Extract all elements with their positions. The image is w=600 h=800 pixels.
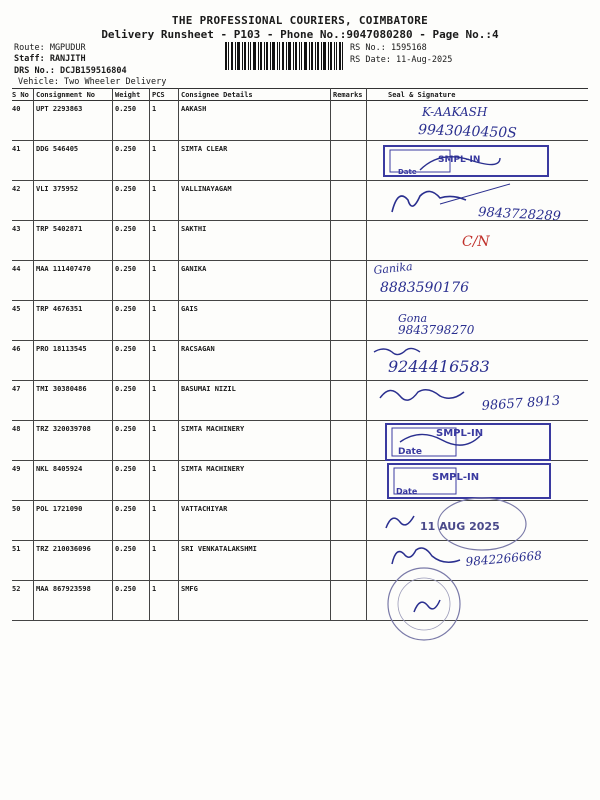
row-consignee: SAKTHI <box>181 225 207 233</box>
row-consignment: MAA 111407470 <box>36 265 91 273</box>
runsheet-subtitle: Delivery Runsheet - P103 - Phone No.:9047080280 - Page No.:4 <box>101 28 499 41</box>
handwritten-name: Ganika <box>372 259 414 277</box>
row-weight: 0.250 <box>115 425 137 433</box>
handwritten-phone: 9842266668 <box>465 548 543 569</box>
row-consignee: VALLINAYAGAM <box>181 185 232 193</box>
stamp-date: 11 AUG 2025 <box>420 520 500 533</box>
row-pcs: 1 <box>152 145 157 153</box>
row-consignee: GANIKA <box>181 265 207 273</box>
row-weight: 0.250 <box>115 305 137 313</box>
row-consignment: UPT 2293863 <box>36 105 83 113</box>
row-consignment: TRP 5402871 <box>36 225 83 233</box>
handwritten-phone: 9244416583 <box>388 357 490 376</box>
signature-stroke <box>440 184 510 204</box>
stamp-date-label: Date <box>396 487 418 496</box>
row-pcs: 1 <box>152 465 157 473</box>
row-sno: 43 <box>12 225 21 233</box>
row-weight: 0.250 <box>115 345 137 353</box>
signature-stroke <box>374 348 420 354</box>
company-stamp <box>388 464 550 498</box>
row-pcs: 1 <box>152 345 157 353</box>
row-sno: 40 <box>12 105 21 113</box>
row-pcs: 1 <box>152 585 157 593</box>
row-sno: 49 <box>12 465 21 473</box>
stamp-text: SMPL-IN <box>436 428 484 439</box>
rs-number: RS No.: 1595168 <box>350 43 427 53</box>
row-consignment: PRO 18113545 <box>36 345 87 353</box>
stamp-text: SMPL-IN <box>432 472 480 483</box>
row-sno: 44 <box>12 265 21 273</box>
row-consignment: MAA 867923598 <box>36 585 91 593</box>
handwritten-phone: 9843798270 <box>398 323 475 337</box>
signature-stroke <box>392 191 466 212</box>
row-weight: 0.250 <box>115 105 137 113</box>
col-header-consignment: Consignment No <box>36 91 96 99</box>
route-label: Route: MGPUDUR <box>14 43 86 53</box>
row-consignee: VATTACHIYAR <box>181 505 228 513</box>
row-pcs: 1 <box>152 225 157 233</box>
stamp-date-label: Date <box>398 168 417 176</box>
company-stamp <box>386 424 550 460</box>
row-pcs: 1 <box>152 265 157 273</box>
row-consignment: TRP 4676351 <box>36 305 83 313</box>
row-consignment: DDG 546405 <box>36 145 79 153</box>
staff-label: Staff: RANJITH <box>14 54 86 64</box>
col-header-sno: S No <box>12 91 29 99</box>
signature-stroke <box>380 390 464 400</box>
company-title: THE PROFESSIONAL COURIERS, COIMBATORE <box>171 14 429 27</box>
row-consignment: POL 1721090 <box>36 505 83 513</box>
row-sno: 47 <box>12 385 21 393</box>
col-header-remarks: Remarks <box>333 91 363 99</box>
row-pcs: 1 <box>152 305 157 313</box>
row-consignee: BASUMAI NIZIL <box>181 385 236 393</box>
col-header-weight: Weight <box>115 91 141 99</box>
row-weight: 0.250 <box>115 185 137 193</box>
row-consignee: SIMTA MACHINERY <box>181 465 245 473</box>
row-pcs: 1 <box>152 105 157 113</box>
row-sno: 42 <box>12 185 21 193</box>
handwritten-mark: C/N <box>462 234 490 250</box>
row-weight: 0.250 <box>115 465 137 473</box>
handwritten-phone: 98657 8913 <box>481 393 561 414</box>
row-consignment: TMI 30380486 <box>36 385 87 393</box>
signature-stroke <box>392 548 460 564</box>
round-stamp <box>388 568 460 640</box>
row-weight: 0.250 <box>115 585 137 593</box>
row-consignee: RACSAGAN <box>181 345 215 353</box>
row-pcs: 1 <box>152 505 157 513</box>
row-weight: 0.250 <box>115 385 137 393</box>
row-consignee: SRI VENKATALAKSHMI <box>181 545 257 553</box>
row-consignee: SMFG <box>181 585 198 593</box>
drs-number: DRS No.: DCJB159516804 <box>14 66 127 76</box>
handwritten-name: K-AAKASH <box>422 105 488 119</box>
row-pcs: 1 <box>152 185 157 193</box>
handwritten-phone: 9943040450S <box>417 122 518 142</box>
vehicle-label: Vehicle: Two Wheeler Delivery <box>18 77 167 87</box>
row-sno: 46 <box>12 345 21 353</box>
handwritten-name: Gona <box>398 312 428 325</box>
col-header-pcs: PCS <box>152 91 165 99</box>
handwritten-phone: 8883590176 <box>380 280 470 296</box>
row-consignment: NKL 8405924 <box>36 465 83 473</box>
row-weight: 0.250 <box>115 225 137 233</box>
signature-stroke <box>414 600 440 612</box>
row-weight: 0.250 <box>115 545 137 553</box>
row-pcs: 1 <box>152 545 157 553</box>
row-sno: 50 <box>12 505 21 513</box>
row-consignee: SIMTA MACHINERY <box>181 425 245 433</box>
date-stamp <box>386 498 526 550</box>
row-sno: 51 <box>12 545 21 553</box>
stamp-date-label: Date <box>398 447 422 457</box>
row-sno: 52 <box>12 585 21 593</box>
col-header-consignee: Consignee Details <box>181 91 253 99</box>
col-header-seal: Seal & Signature <box>388 91 456 99</box>
row-consignment: VLI 375952 <box>36 185 79 193</box>
row-sno: 48 <box>12 425 21 433</box>
rs-date: RS Date: 11-Aug-2025 <box>350 55 453 65</box>
handwritten-phone: 9843728289 <box>477 205 562 225</box>
row-weight: 0.250 <box>115 145 137 153</box>
row-pcs: 1 <box>152 385 157 393</box>
row-consignee: SIMTA CLEAR <box>181 145 228 153</box>
row-consignee: GAIS <box>181 305 198 313</box>
signature-stroke <box>386 516 414 528</box>
row-sno: 41 <box>12 145 21 153</box>
row-consignee: AAKASH <box>181 105 207 113</box>
row-sno: 45 <box>12 305 21 313</box>
row-consignment: TRZ 320039708 <box>36 425 91 433</box>
row-weight: 0.250 <box>115 265 137 273</box>
row-weight: 0.250 <box>115 505 137 513</box>
stamp-text: SMPL-IN <box>438 155 481 165</box>
company-stamp <box>384 146 548 176</box>
row-consignment: TRZ 210036096 <box>36 545 91 553</box>
row-pcs: 1 <box>152 425 157 433</box>
